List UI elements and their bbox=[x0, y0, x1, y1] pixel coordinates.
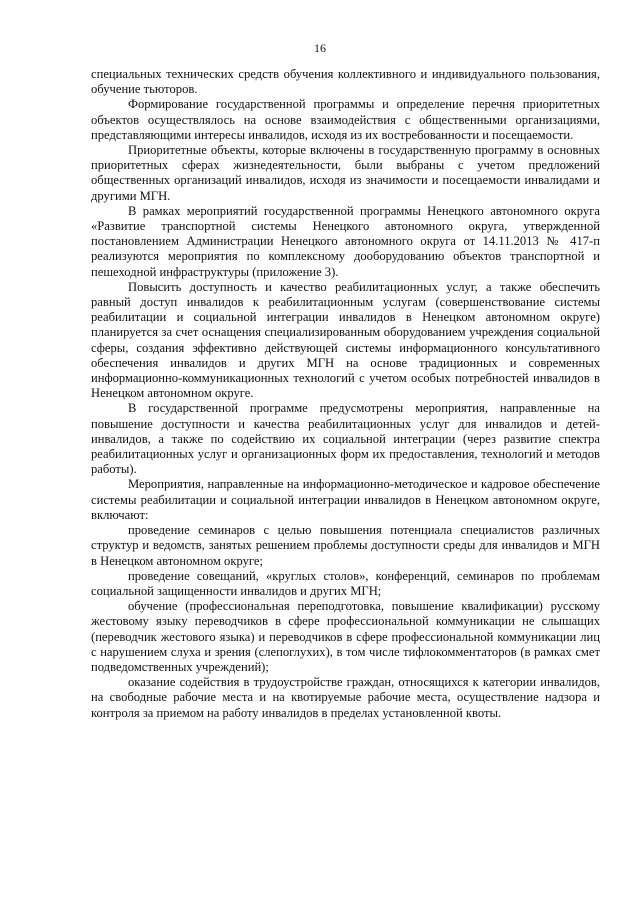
list-item-employment: оказание содействия в трудоустройстве граждан, относящихся к категории инвалидов, на свободные рабочие места и на квотируемые рабочие места, осуществление надзора и контроля за приемом на работу инвалидов в пределах установленной квоты. bbox=[91, 675, 600, 720]
paragraph-program-measures: В государственной программе предусмотрены мероприятия, направленные на повышение доступности и качества реабилитационных услуг для инвалидов и детей-инвалидов, а также по содействию их социальной интеграции (через развитие спектра реабилитационных услуг и организационных форм их предоставления, технологий и методов работы). bbox=[91, 401, 600, 477]
paragraph-transport-program: В рамках мероприятий государственной программы Ненецкого автономного округа «Развитие транспортной системы Ненецкого автономного округа, утвержденной постановлением Администрации Ненецкого автономного округа от 14.11.2013 № 417-п реализуются мероприятия по комплексному дооборудованию объектов транспортной и пешеходной инфраструктуры (приложение 3). bbox=[91, 203, 600, 279]
list-item-meetings: проведение совещаний, «круглых столов», конференций, семинаров по проблемам социальной защищенности инвалидов и других МГН; bbox=[91, 568, 600, 598]
list-item-training: обучение (профессиональная переподготовка, повышение квалификации) русскому жестовому языку переводчиков в сфере профессиональной коммуникации не слышащих (переводчик жестового языка) и переводчиков в сфере профессиональной коммуникации лиц с нарушением слуха и зрения (слепоглухих), в том числе тифлокомментаторов (в рамках смет подведомственных учреждений); bbox=[91, 599, 600, 674]
paragraph-priority-objects: Приоритетные объекты, которые включены в государственную программу в основных приоритетных сферах жизнедеятельности, были выбраны с учетом предложений общественных организаций инвалидов, исходя из значимости и посещаемости инвалидами и другими МГН. bbox=[91, 143, 600, 203]
page-number: 16 bbox=[314, 41, 326, 55]
paragraph-program-formation: Формирование государственной программы и определение перечня приоритетных объектов осуществлялось на основе взаимодействия с общественными организациями, представляющими интересы инвалидов, исходя из их востребованности и посещаемости. bbox=[91, 97, 600, 142]
document-body bbox=[91, 67, 600, 721]
paragraph-methodical-support: Мероприятия, направленные на информационно-методическое и кадровое обеспечение системы реабилитации и социальной интеграции инвалидов в Ненецком автономном округе, включают: bbox=[91, 477, 600, 522]
list-item-seminars: проведение семинаров с целью повышения потенциала специалистов различных структур и ведомств, занятых решением проблемы доступности среды для инвалидов и МГН в Ненецком автономном округе; bbox=[91, 523, 600, 568]
paragraph-continuation: специальных технических средств обучения коллективного и индивидуального пользования, обучение тьюторов. bbox=[91, 67, 600, 97]
paragraph-rehabilitation-access: Повысить доступность и качество реабилитационных услуг, а также обеспечить равный доступ инвалидов к реабилитационным услугам (совершенствование системы реабилитации и социальной интеграции инвалидов в Ненецком автономном округе) планируется за счет оснащения специализированным оборудованием учреждения социальной сферы, создания эффективно действующей системы информационного консультативного обеспечения инвалидов и других МГН на основе традиционных и современных информационно-коммуникационных технологий с учетом особых потребностей инвалидов в Ненецком автономном округе. bbox=[91, 279, 600, 401]
